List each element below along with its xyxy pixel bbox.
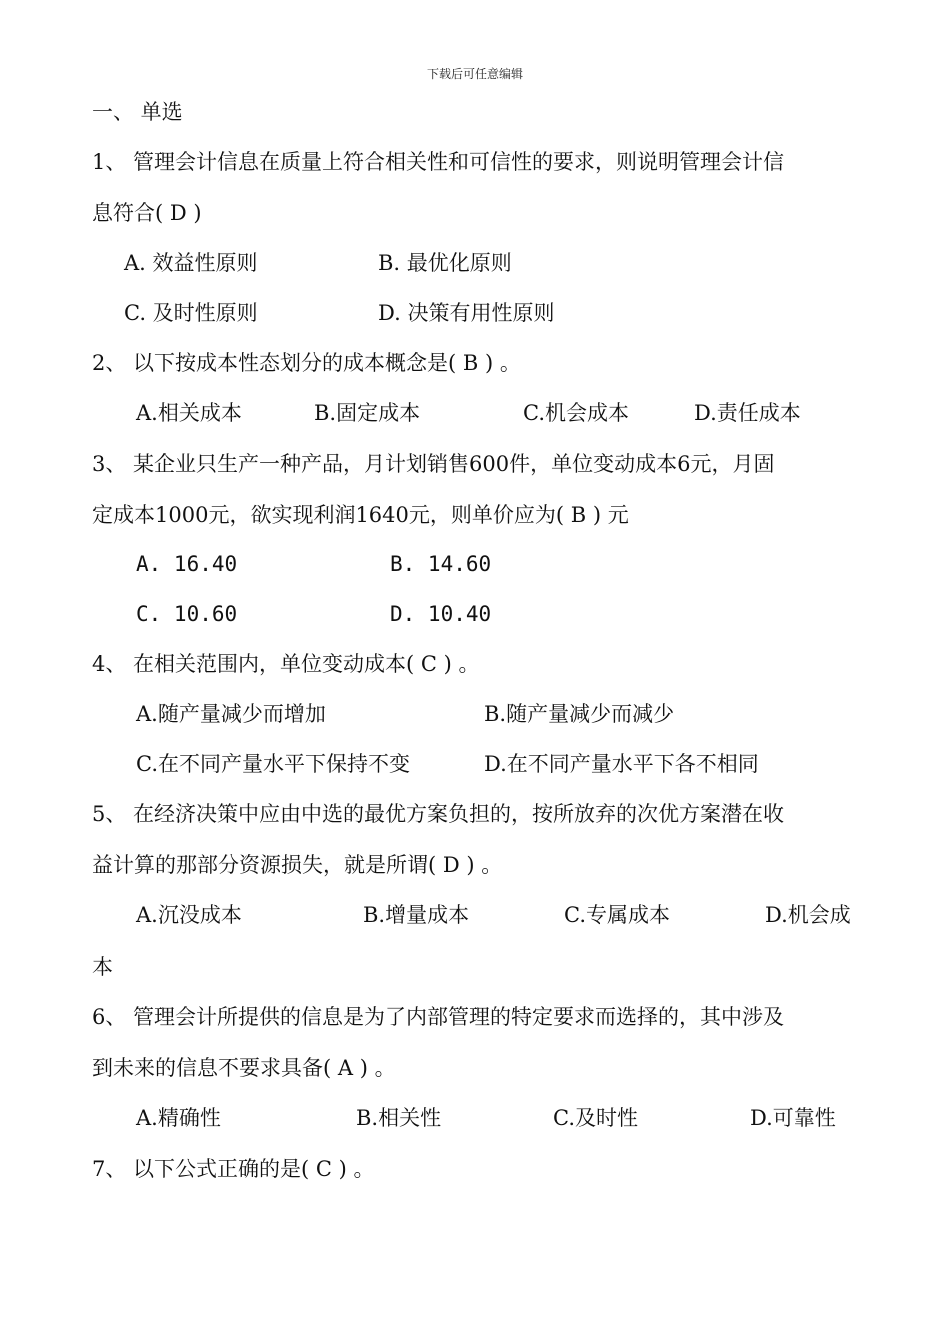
question-5-option-b: B.增量成本 (363, 903, 470, 927)
question-3-option-a: A. 16.40 (136, 552, 238, 576)
section-title: 一、 单选 (92, 100, 183, 124)
question-4-stem-line-1: 4、 在相关范围内，单位变动成本( C ) 。 (92, 652, 480, 676)
question-1-stem-line-1: 1、 管理会计信息在质量上符合相关性和可信性的要求，则说明管理会计信 (92, 150, 785, 174)
question-1-option-b: B. 最优化原则 (378, 251, 512, 275)
question-4-option-b: B.随产量减少而减少 (484, 702, 675, 726)
question-1-option-d: D. 决策有用性原则 (378, 301, 555, 325)
question-2-option-d: D.责任成本 (694, 401, 801, 425)
question-3-stem-line-1: 3、 某企业只生产一种产品，月计划销售600件，单位变动成本6元，月固 (92, 452, 775, 476)
question-5-option-c: C.专属成本 (564, 903, 670, 927)
question-3-option-b: B. 14.60 (390, 552, 492, 576)
question-2-option-c: C.机会成本 (523, 401, 629, 425)
question-4-option-a: A.随产量减少而增加 (136, 702, 326, 726)
question-7-stem-line-1: 7、 以下公式正确的是( C ) 。 (92, 1157, 375, 1181)
question-5-option-d: D.机会成 (765, 903, 851, 927)
question-1-option-a: A. 效益性原则 (124, 251, 258, 275)
header-note: 下载后可任意编辑 (426, 67, 523, 81)
question-3-option-c: C. 10.60 (136, 602, 238, 626)
question-2-option-a: A.相关成本 (136, 401, 242, 425)
question-6-option-b: B.相关性 (356, 1106, 442, 1130)
question-2-stem-line-1: 2、 以下按成本性态划分的成本概念是( B ) 。 (92, 351, 521, 375)
question-1-stem-line-2: 息符合( D ) (92, 201, 202, 225)
question-6-option-a: A.精确性 (136, 1106, 221, 1130)
question-2-option-b: B.固定成本 (314, 401, 421, 425)
question-5-option-d-continuation: 本 (92, 955, 113, 979)
question-5-stem-line-1: 5、 在经济决策中应由中选的最优方案负担的，按所放弃的次优方案潜在收 (92, 802, 785, 826)
question-6-option-c: C.及时性 (553, 1106, 638, 1130)
question-6-stem-line-2: 到未来的信息不要求具备( A ) 。 (92, 1056, 396, 1080)
question-4-option-c: C.在不同产量水平下保持不变 (136, 752, 410, 776)
question-3-stem-line-2: 定成本1000元，欲实现利润1640元，则单价应为( B ) 元 (92, 503, 629, 527)
question-1-option-c: C. 及时性原则 (124, 301, 258, 325)
question-6-stem-line-1: 6、 管理会计所提供的信息是为了内部管理的特定要求而选择的，其中涉及 (92, 1005, 785, 1029)
question-4-option-d: D.在不同产量水平下各不相同 (484, 752, 759, 776)
question-5-stem-line-2: 益计算的那部分资源损失，就是所谓( D ) 。 (92, 853, 503, 877)
question-3-option-d: D. 10.40 (390, 602, 492, 626)
question-6-option-d: D.可靠性 (750, 1106, 836, 1130)
question-5-option-a: A.沉没成本 (136, 903, 242, 927)
